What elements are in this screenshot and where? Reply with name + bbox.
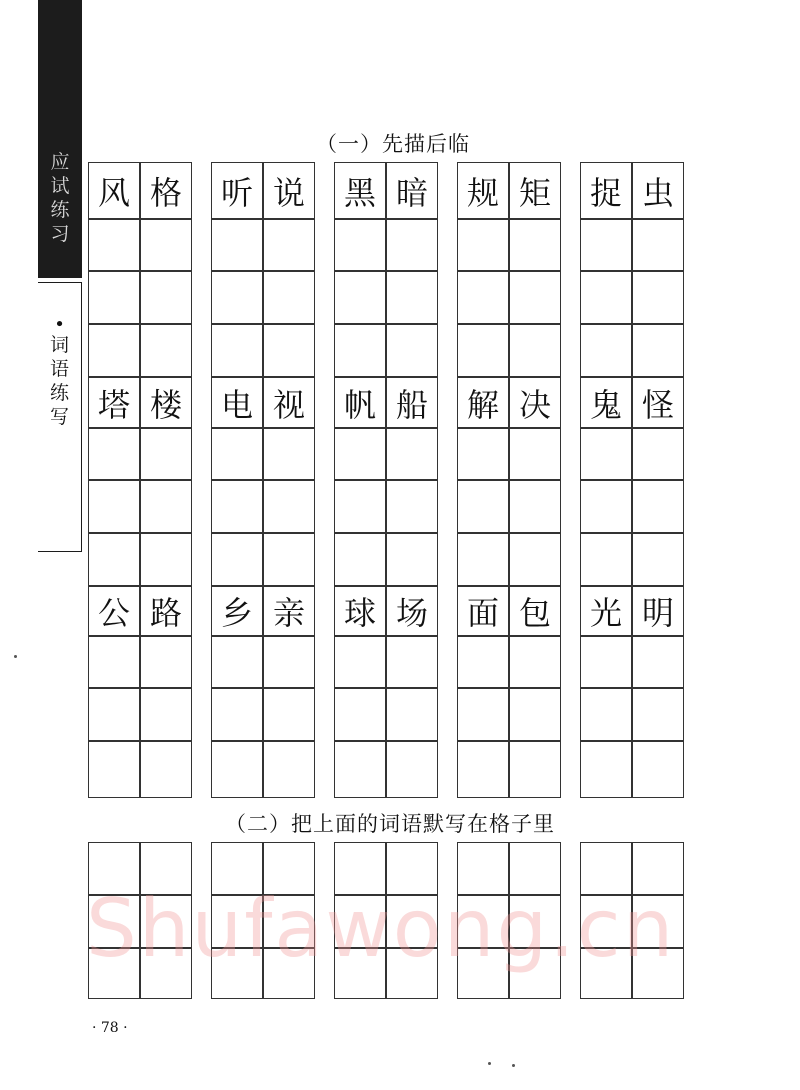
practice-cell[interactable] xyxy=(140,219,192,271)
practice-cell[interactable] xyxy=(211,842,263,895)
practice-cell[interactable] xyxy=(140,741,192,798)
practice-cell[interactable] xyxy=(211,271,263,324)
model-character: 电 xyxy=(211,377,263,428)
practice-cell[interactable] xyxy=(457,219,509,271)
practice-cell[interactable] xyxy=(334,219,386,271)
side-tab-char: 练 xyxy=(49,382,69,404)
practice-cell[interactable] xyxy=(386,636,438,688)
practice-cell[interactable] xyxy=(334,271,386,324)
practice-cell[interactable] xyxy=(509,324,561,377)
model-character: 鬼 xyxy=(580,377,632,428)
practice-cell[interactable] xyxy=(263,895,315,948)
practice-cell[interactable] xyxy=(140,271,192,324)
practice-cell[interactable] xyxy=(334,480,386,533)
practice-cell[interactable] xyxy=(140,533,192,586)
practice-cell[interactable] xyxy=(386,219,438,271)
practice-cell[interactable] xyxy=(509,533,561,586)
practice-cell[interactable] xyxy=(88,428,140,480)
practice-cell[interactable] xyxy=(211,324,263,377)
practice-cell[interactable] xyxy=(580,219,632,271)
practice-cell[interactable] xyxy=(88,219,140,271)
practice-cell[interactable] xyxy=(457,842,509,895)
practice-cell[interactable] xyxy=(580,741,632,798)
practice-cell[interactable] xyxy=(632,324,684,377)
watermark: Shufawong.cn xyxy=(86,882,676,975)
model-character: 场 xyxy=(386,586,438,636)
practice-cell[interactable] xyxy=(509,480,561,533)
practice-cell[interactable] xyxy=(509,271,561,324)
practice-cell[interactable] xyxy=(334,948,386,999)
section-2-heading: （二）把上面的词语默写在格子里 xyxy=(225,812,555,836)
model-character: 说 xyxy=(263,162,315,219)
practice-cell[interactable] xyxy=(580,480,632,533)
practice-cell[interactable] xyxy=(386,948,438,999)
practice-cell[interactable] xyxy=(334,688,386,741)
model-character: 船 xyxy=(386,377,438,428)
practice-cell[interactable] xyxy=(263,271,315,324)
model-character: 虫 xyxy=(632,162,684,219)
side-tab-char: 试 xyxy=(50,175,70,197)
practice-cell[interactable] xyxy=(88,948,140,999)
practice-cell[interactable] xyxy=(88,636,140,688)
model-character: 包 xyxy=(509,586,561,636)
side-tab-char: 语 xyxy=(49,358,69,380)
side-tab-char: 写 xyxy=(49,406,69,428)
practice-cell[interactable] xyxy=(509,948,561,999)
bullet-icon: • xyxy=(54,314,65,335)
practice-cell[interactable] xyxy=(88,688,140,741)
practice-cell[interactable] xyxy=(580,324,632,377)
practice-cell[interactable] xyxy=(386,271,438,324)
practice-cell[interactable] xyxy=(580,842,632,895)
practice-cell[interactable] xyxy=(632,688,684,741)
practice-cell[interactable] xyxy=(140,324,192,377)
practice-cell[interactable] xyxy=(334,741,386,798)
practice-cell[interactable] xyxy=(334,428,386,480)
scan-speck xyxy=(512,1064,515,1067)
practice-cell[interactable] xyxy=(580,636,632,688)
practice-cell[interactable] xyxy=(386,895,438,948)
practice-cell[interactable] xyxy=(211,948,263,999)
practice-cell[interactable] xyxy=(509,741,561,798)
practice-cell[interactable] xyxy=(263,428,315,480)
model-character: 暗 xyxy=(386,162,438,219)
practice-cell[interactable] xyxy=(140,636,192,688)
practice-cell[interactable] xyxy=(632,895,684,948)
practice-cell[interactable] xyxy=(457,741,509,798)
model-character: 亲 xyxy=(263,586,315,636)
practice-cell[interactable] xyxy=(632,428,684,480)
practice-cell[interactable] xyxy=(263,324,315,377)
practice-cell[interactable] xyxy=(509,636,561,688)
model-character: 光 xyxy=(580,586,632,636)
practice-cell[interactable] xyxy=(509,842,561,895)
practice-cell[interactable] xyxy=(334,895,386,948)
section-1-heading: （一）先描后临 xyxy=(316,132,470,156)
practice-cell[interactable] xyxy=(509,895,561,948)
practice-cell[interactable] xyxy=(457,895,509,948)
practice-cell[interactable] xyxy=(386,480,438,533)
practice-cell[interactable] xyxy=(263,480,315,533)
practice-cell[interactable] xyxy=(509,688,561,741)
practice-cell[interactable] xyxy=(211,895,263,948)
model-character: 帆 xyxy=(334,377,386,428)
practice-cell[interactable] xyxy=(457,428,509,480)
practice-cell[interactable] xyxy=(88,842,140,895)
side-tab-char: 习 xyxy=(50,223,70,245)
model-character: 捉 xyxy=(580,162,632,219)
practice-cell[interactable] xyxy=(334,842,386,895)
model-character: 楼 xyxy=(140,377,192,428)
model-character: 决 xyxy=(509,377,561,428)
side-tab-char: 应 xyxy=(50,151,70,173)
model-character: 路 xyxy=(140,586,192,636)
practice-cell[interactable] xyxy=(140,948,192,999)
model-character: 球 xyxy=(334,586,386,636)
practice-cell[interactable] xyxy=(632,741,684,798)
practice-cell[interactable] xyxy=(386,688,438,741)
practice-cell[interactable] xyxy=(580,533,632,586)
practice-cell[interactable] xyxy=(632,219,684,271)
model-character: 怪 xyxy=(632,377,684,428)
model-character: 规 xyxy=(457,162,509,219)
practice-cell[interactable] xyxy=(140,480,192,533)
practice-cell[interactable] xyxy=(334,324,386,377)
model-character: 风 xyxy=(88,162,140,219)
practice-cell[interactable] xyxy=(632,948,684,999)
practice-cell[interactable] xyxy=(211,688,263,741)
scan-speck xyxy=(14,655,17,658)
model-character: 听 xyxy=(211,162,263,219)
model-character: 格 xyxy=(140,162,192,219)
practice-cell[interactable] xyxy=(88,895,140,948)
practice-cell[interactable] xyxy=(263,688,315,741)
practice-cell[interactable] xyxy=(632,842,684,895)
practice-cell[interactable] xyxy=(211,636,263,688)
practice-cell[interactable] xyxy=(88,271,140,324)
practice-cell[interactable] xyxy=(457,636,509,688)
practice-cell[interactable] xyxy=(457,324,509,377)
practice-cell[interactable] xyxy=(386,324,438,377)
practice-cell[interactable] xyxy=(580,895,632,948)
model-character: 矩 xyxy=(509,162,561,219)
practice-cell[interactable] xyxy=(211,533,263,586)
practice-cell[interactable] xyxy=(457,271,509,324)
practice-cell[interactable] xyxy=(509,428,561,480)
scan-speck xyxy=(488,1062,491,1065)
practice-cell[interactable] xyxy=(457,948,509,999)
practice-cell[interactable] xyxy=(632,271,684,324)
practice-cell[interactable] xyxy=(140,428,192,480)
practice-cell[interactable] xyxy=(211,428,263,480)
practice-cell[interactable] xyxy=(580,688,632,741)
practice-cell[interactable] xyxy=(632,636,684,688)
model-character: 视 xyxy=(263,377,315,428)
model-character: 公 xyxy=(88,586,140,636)
practice-cell[interactable] xyxy=(580,428,632,480)
practice-cell[interactable] xyxy=(263,636,315,688)
practice-cell[interactable] xyxy=(263,219,315,271)
practice-cell[interactable] xyxy=(632,533,684,586)
page-number: · 78 · xyxy=(92,1020,128,1036)
practice-cell[interactable] xyxy=(263,533,315,586)
practice-cell[interactable] xyxy=(457,688,509,741)
practice-cell[interactable] xyxy=(457,480,509,533)
model-character: 面 xyxy=(457,586,509,636)
practice-cell[interactable] xyxy=(263,948,315,999)
practice-cell[interactable] xyxy=(580,271,632,324)
side-tab-char: 词 xyxy=(49,334,69,356)
side-tab-topic xyxy=(38,282,82,552)
practice-cell[interactable] xyxy=(632,480,684,533)
practice-cell[interactable] xyxy=(386,741,438,798)
practice-cell[interactable] xyxy=(509,219,561,271)
practice-cell[interactable] xyxy=(334,636,386,688)
practice-cell[interactable] xyxy=(263,741,315,798)
practice-cell[interactable] xyxy=(88,741,140,798)
side-tab-char: 练 xyxy=(50,199,70,221)
practice-cell[interactable] xyxy=(88,533,140,586)
model-character: 明 xyxy=(632,586,684,636)
model-character: 乡 xyxy=(211,586,263,636)
practice-cell[interactable] xyxy=(88,480,140,533)
practice-cell[interactable] xyxy=(580,948,632,999)
practice-cell[interactable] xyxy=(140,895,192,948)
practice-cell[interactable] xyxy=(211,480,263,533)
model-character: 塔 xyxy=(88,377,140,428)
model-character: 黑 xyxy=(334,162,386,219)
practice-cell[interactable] xyxy=(386,842,438,895)
practice-cell[interactable] xyxy=(334,533,386,586)
practice-cell[interactable] xyxy=(386,533,438,586)
practice-cell[interactable] xyxy=(140,688,192,741)
model-character: 解 xyxy=(457,377,509,428)
practice-cell[interactable] xyxy=(457,533,509,586)
practice-cell[interactable] xyxy=(140,842,192,895)
practice-cell[interactable] xyxy=(88,324,140,377)
practice-cell[interactable] xyxy=(386,428,438,480)
practice-cell[interactable] xyxy=(263,842,315,895)
practice-cell[interactable] xyxy=(211,219,263,271)
practice-cell[interactable] xyxy=(211,741,263,798)
